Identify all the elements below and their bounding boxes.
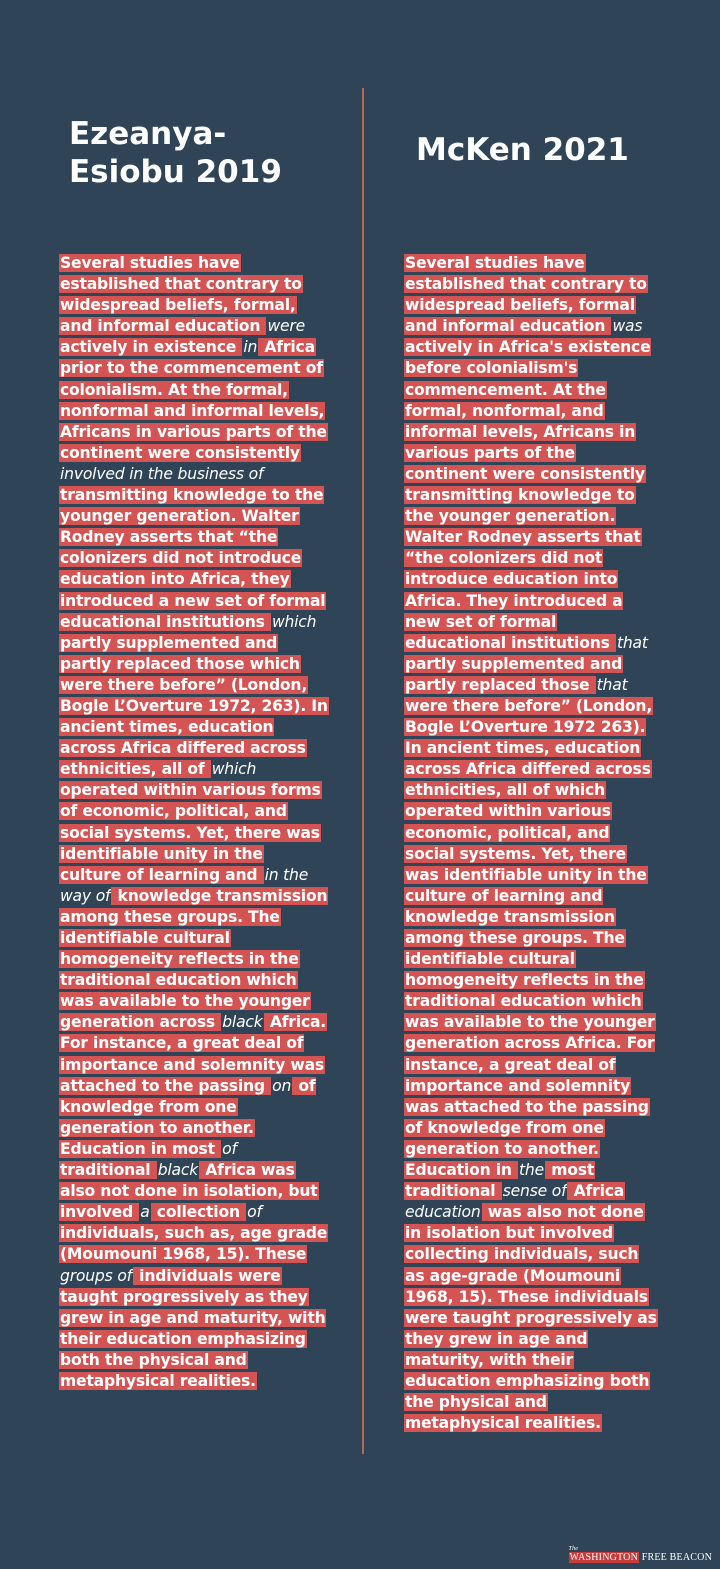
text-line bbox=[59, 506, 342, 527]
highlighted-text: knowledge from one bbox=[60, 1097, 237, 1116]
text-line bbox=[404, 949, 666, 970]
highlighted-text: ancient times, education bbox=[60, 718, 274, 737]
text-line bbox=[404, 1308, 666, 1329]
highlighted-text: generation to another. bbox=[60, 1118, 254, 1137]
highlighted-text: before colonialism's bbox=[405, 359, 578, 378]
text-line bbox=[59, 569, 342, 590]
highlighted-text: Bogle L’Overture 1972 263). bbox=[405, 718, 646, 737]
highlighted-text: younger generation. Walter bbox=[60, 507, 299, 526]
highlighted-text: “the colonizers did not bbox=[405, 549, 603, 568]
highlighted-text: metaphysical realities. bbox=[405, 1414, 601, 1433]
highlighted-text: across Africa differed across bbox=[60, 739, 306, 758]
text-line bbox=[59, 527, 342, 548]
right-column-title: McKen 2021 bbox=[416, 132, 629, 168]
text-line bbox=[404, 1118, 666, 1139]
highlighted-text: were taught progressively as bbox=[405, 1308, 657, 1327]
text-line bbox=[404, 380, 666, 401]
highlighted-text: culture of learning and bbox=[60, 865, 263, 884]
inserted-word: of bbox=[222, 1139, 237, 1158]
highlighted-text: partly replaced those which bbox=[60, 654, 300, 673]
highlighted-text: Education in most bbox=[60, 1139, 221, 1158]
text-line bbox=[404, 654, 666, 675]
highlighted-text: partly supplemented and bbox=[60, 633, 278, 652]
highlighted-text: actively in Africa's existence bbox=[405, 338, 651, 357]
text-line bbox=[59, 780, 342, 801]
highlighted-text: attached to the passing bbox=[60, 1076, 271, 1095]
text-line bbox=[404, 928, 666, 949]
text-line bbox=[59, 991, 342, 1012]
text-line bbox=[59, 1160, 342, 1181]
highlighted-text: operated within various forms bbox=[60, 781, 321, 800]
highlighted-text: in isolation but involved bbox=[405, 1224, 613, 1243]
text-line bbox=[59, 295, 342, 316]
text-line bbox=[404, 780, 666, 801]
text-line bbox=[59, 1266, 342, 1287]
text-line bbox=[59, 654, 342, 675]
highlighted-text: introduced a new set of formal bbox=[60, 591, 326, 610]
highlighted-text: colonizers did not introduce bbox=[60, 549, 302, 568]
text-line bbox=[404, 696, 666, 717]
highlighted-text: operated within various bbox=[405, 802, 611, 821]
highlighted-text: among these groups. The bbox=[60, 907, 280, 926]
highlighted-text: ethnicities, all of bbox=[60, 760, 210, 779]
text-line bbox=[404, 274, 666, 295]
highlighted-text: were there before” (London, bbox=[60, 675, 308, 694]
text-line bbox=[404, 506, 666, 527]
text-line bbox=[404, 1033, 666, 1054]
highlighted-text: Several studies have bbox=[60, 254, 240, 272]
text-line bbox=[404, 1329, 666, 1350]
highlighted-text: identifiable unity in the bbox=[60, 844, 263, 863]
text-line bbox=[59, 907, 342, 928]
highlighted-text: also not done in isolation, but bbox=[60, 1182, 318, 1201]
highlighted-text: was available to the younger bbox=[60, 992, 310, 1011]
text-line bbox=[59, 1223, 342, 1244]
highlighted-text: the younger generation. bbox=[405, 507, 616, 526]
highlighted-text: knowledge transmission bbox=[405, 907, 615, 926]
text-line bbox=[59, 949, 342, 970]
highlighted-text: educational institutions bbox=[405, 633, 615, 652]
inserted-word: sense of bbox=[502, 1182, 567, 1201]
inserted-word: in bbox=[243, 338, 258, 357]
left-column-text bbox=[59, 253, 342, 1392]
text-line bbox=[59, 865, 342, 886]
highlighted-text: the physical and bbox=[405, 1393, 547, 1412]
text-line bbox=[404, 1371, 666, 1392]
highlighted-text: across Africa differed across bbox=[405, 760, 651, 779]
highlighted-text: were there before” (London, bbox=[405, 696, 653, 715]
highlighted-text: established that contrary to bbox=[405, 275, 647, 294]
highlighted-text: colonialism. At the formal, bbox=[60, 380, 288, 399]
highlighted-text: of bbox=[293, 1076, 316, 1095]
text-line bbox=[59, 1076, 342, 1097]
highlighted-text: homogeneity reflects in the bbox=[60, 950, 299, 969]
highlighted-text: generation across bbox=[60, 1013, 221, 1032]
text-line bbox=[59, 823, 342, 844]
text-line bbox=[59, 1287, 342, 1308]
highlighted-text: their education emphasizing bbox=[60, 1329, 306, 1348]
text-line bbox=[404, 443, 666, 464]
highlighted-text: Education in bbox=[405, 1161, 518, 1180]
text-line bbox=[404, 633, 666, 654]
text-line bbox=[59, 1244, 342, 1265]
highlighted-text: Africa. They introduced a bbox=[405, 591, 623, 610]
inserted-word: that bbox=[616, 633, 648, 652]
highlighted-text: established that contrary to bbox=[60, 275, 302, 294]
highlighted-text: maturity, with their bbox=[405, 1350, 574, 1369]
highlighted-text: individuals, such as, age grade bbox=[60, 1224, 328, 1243]
text-line bbox=[404, 675, 666, 696]
text-line bbox=[404, 485, 666, 506]
highlighted-text: was available to the younger bbox=[405, 1013, 655, 1032]
highlighted-text: most bbox=[546, 1161, 595, 1180]
highlighted-text: Africa was bbox=[200, 1161, 295, 1180]
text-line bbox=[59, 844, 342, 865]
inserted-word: groups of bbox=[60, 1266, 132, 1285]
highlighted-text: collection bbox=[151, 1203, 246, 1222]
text-line bbox=[59, 675, 342, 696]
highlighted-text: involved bbox=[60, 1203, 139, 1222]
highlighted-text: economic, political, and bbox=[405, 823, 610, 842]
text-line bbox=[59, 1097, 342, 1118]
highlighted-text: education emphasizing both bbox=[405, 1371, 650, 1390]
text-line bbox=[59, 886, 342, 907]
highlighted-text: nonformal and informal levels, bbox=[60, 401, 325, 420]
text-line bbox=[404, 464, 666, 485]
highlighted-text: individuals were bbox=[133, 1266, 281, 1285]
highlighted-text: Africans in various parts of the bbox=[60, 422, 327, 441]
highlighted-text: was attached to the passing bbox=[405, 1097, 649, 1116]
text-line bbox=[59, 738, 342, 759]
highlighted-text: importance and solemnity was bbox=[60, 1055, 324, 1074]
text-line bbox=[404, 1012, 666, 1033]
text-line bbox=[59, 253, 342, 274]
highlighted-text: (Moumouni 1968, 15). These bbox=[60, 1245, 307, 1264]
text-line bbox=[59, 970, 342, 991]
text-line bbox=[404, 295, 666, 316]
text-line bbox=[59, 759, 342, 780]
highlighted-text: commencement. At the bbox=[405, 380, 606, 399]
text-line bbox=[59, 548, 342, 569]
inserted-word: that bbox=[596, 675, 628, 694]
highlighted-text: traditional education which bbox=[405, 992, 642, 1011]
highlighted-text: was identifiable unity in the bbox=[405, 865, 647, 884]
inserted-word: on bbox=[272, 1076, 292, 1095]
inserted-word: way of bbox=[60, 886, 111, 905]
highlighted-text: continent were consistently bbox=[60, 443, 300, 462]
text-line bbox=[404, 823, 666, 844]
inserted-word: involved in the business of bbox=[60, 464, 264, 483]
text-line bbox=[404, 1350, 666, 1371]
text-line bbox=[59, 591, 342, 612]
text-line bbox=[59, 1308, 342, 1329]
text-line bbox=[404, 401, 666, 422]
text-line bbox=[404, 1181, 666, 1202]
highlighted-text: culture of learning and bbox=[405, 886, 603, 905]
inserted-word: a bbox=[140, 1203, 150, 1222]
text-line bbox=[59, 1202, 342, 1223]
highlighted-text: traditional bbox=[60, 1161, 156, 1180]
text-line bbox=[404, 1202, 666, 1223]
highlighted-text: education into Africa, they bbox=[60, 570, 290, 589]
inserted-word: was bbox=[612, 317, 643, 336]
text-line bbox=[404, 253, 666, 274]
highlighted-text: informal levels, Africans in bbox=[405, 422, 636, 441]
highlighted-text: homogeneity reflects in the bbox=[405, 971, 644, 990]
highlighted-text: they grew in age and bbox=[405, 1329, 588, 1348]
text-line bbox=[404, 759, 666, 780]
text-line bbox=[404, 1244, 666, 1265]
text-line bbox=[59, 717, 342, 738]
highlighted-text: Walter Rodney asserts that bbox=[405, 528, 641, 547]
text-line bbox=[59, 443, 342, 464]
text-line bbox=[59, 485, 342, 506]
text-line bbox=[404, 865, 666, 886]
inserted-word: of bbox=[247, 1203, 262, 1222]
inserted-word: in the bbox=[264, 865, 309, 884]
highlighted-text: For instance, a great deal of bbox=[60, 1034, 304, 1053]
text-line bbox=[404, 801, 666, 822]
highlighted-text: collecting individuals, such bbox=[405, 1245, 639, 1264]
inserted-word: education bbox=[405, 1203, 481, 1222]
text-line bbox=[404, 527, 666, 548]
text-line bbox=[59, 1033, 342, 1054]
text-line bbox=[404, 1287, 666, 1308]
highlighted-text: new set of formal bbox=[405, 612, 557, 631]
text-line bbox=[59, 401, 342, 422]
text-line bbox=[404, 612, 666, 633]
highlighted-text: Africa. bbox=[264, 1013, 327, 1032]
text-line bbox=[59, 801, 342, 822]
highlighted-text: knowledge transmission bbox=[112, 886, 328, 905]
highlighted-text: prior to the commencement of bbox=[60, 359, 323, 378]
text-line bbox=[59, 1055, 342, 1076]
text-line bbox=[59, 1139, 342, 1160]
text-line bbox=[59, 274, 342, 295]
highlighted-text: transmitting knowledge to bbox=[405, 486, 635, 505]
highlighted-text: ethnicities, all of which bbox=[405, 781, 605, 800]
text-line bbox=[404, 1223, 666, 1244]
highlighted-text: In ancient times, education bbox=[405, 739, 641, 758]
highlighted-text: transmitting knowledge to the bbox=[60, 486, 324, 505]
highlighted-text: partly replaced those bbox=[405, 675, 595, 694]
text-line bbox=[404, 1160, 666, 1181]
text-line bbox=[59, 1012, 342, 1033]
text-line bbox=[59, 464, 342, 485]
text-line bbox=[404, 991, 666, 1012]
text-line bbox=[59, 696, 342, 717]
text-line bbox=[404, 1266, 666, 1287]
highlighted-text: both the physical and bbox=[60, 1350, 247, 1369]
highlighted-text: partly supplemented and bbox=[405, 654, 623, 673]
text-line bbox=[404, 1413, 666, 1434]
text-line bbox=[404, 316, 666, 337]
highlighted-text: social systems. Yet, there bbox=[405, 844, 626, 863]
highlighted-text: continent were consistently bbox=[405, 464, 645, 483]
highlighted-text: identifiable cultural bbox=[60, 929, 230, 947]
highlighted-text: and informal education bbox=[60, 317, 266, 336]
highlighted-text: widespread beliefs, formal, bbox=[60, 296, 296, 315]
text-line bbox=[59, 1329, 342, 1350]
text-line bbox=[404, 1097, 666, 1118]
text-line bbox=[59, 928, 342, 949]
text-line bbox=[404, 548, 666, 569]
text-line bbox=[59, 316, 342, 337]
text-line bbox=[404, 1055, 666, 1076]
highlighted-text: Africa bbox=[259, 338, 315, 357]
highlighted-text: Bogle L’Overture 1972, 263). In bbox=[60, 696, 328, 715]
text-line bbox=[404, 738, 666, 759]
highlighted-text: 1968, 15). These individuals bbox=[405, 1287, 648, 1306]
highlighted-text: traditional bbox=[405, 1182, 501, 1201]
highlighted-text: grew in age and maturity, with bbox=[60, 1308, 326, 1327]
text-line bbox=[59, 380, 342, 401]
highlighted-text: identifiable cultural bbox=[405, 950, 575, 969]
washington-free-beacon-logo: The WASHINGTON FREE BEACON bbox=[568, 1546, 712, 1563]
highlighted-text: and informal education bbox=[405, 317, 611, 336]
text-line bbox=[404, 591, 666, 612]
text-line bbox=[404, 1076, 666, 1097]
text-line bbox=[59, 633, 342, 654]
highlighted-text: generation across Africa. For bbox=[405, 1034, 655, 1053]
text-line bbox=[59, 1350, 342, 1371]
text-line bbox=[404, 1392, 666, 1413]
highlighted-text: introduce education into bbox=[405, 570, 618, 589]
inserted-word: were bbox=[267, 317, 306, 336]
highlighted-text: was also not done bbox=[482, 1203, 644, 1222]
text-line bbox=[59, 612, 342, 633]
text-line bbox=[404, 358, 666, 379]
inserted-word: the bbox=[519, 1161, 545, 1180]
inserted-word: black bbox=[157, 1161, 199, 1180]
text-line bbox=[59, 1181, 342, 1202]
text-line bbox=[404, 907, 666, 928]
text-line bbox=[59, 337, 342, 358]
text-line bbox=[59, 358, 342, 379]
highlighted-text: taught progressively as they bbox=[60, 1287, 308, 1306]
highlighted-text: traditional education which bbox=[60, 971, 297, 990]
highlighted-text: Several studies have bbox=[405, 254, 585, 272]
inserted-word: which bbox=[211, 760, 257, 779]
text-line bbox=[59, 1118, 342, 1139]
highlighted-text: instance, a great deal of bbox=[405, 1055, 616, 1074]
text-line bbox=[404, 337, 666, 358]
right-column-text bbox=[404, 253, 666, 1434]
text-line bbox=[404, 1139, 666, 1160]
highlighted-text: various parts of the bbox=[405, 443, 575, 462]
highlighted-text: actively in existence bbox=[60, 338, 242, 357]
highlighted-text: of economic, political, and bbox=[60, 802, 287, 821]
highlighted-text: formal, nonformal, and bbox=[405, 401, 604, 420]
highlighted-text: Rodney asserts that “the bbox=[60, 528, 278, 547]
text-line bbox=[59, 422, 342, 443]
highlighted-text: Africa bbox=[568, 1182, 625, 1201]
inserted-word: black bbox=[222, 1013, 263, 1032]
inserted-word: which bbox=[271, 612, 317, 631]
highlighted-text: of knowledge from one bbox=[405, 1118, 604, 1137]
highlighted-text: educational institutions bbox=[60, 612, 270, 631]
text-line bbox=[404, 844, 666, 865]
text-line bbox=[404, 886, 666, 907]
highlighted-text: generation to another. bbox=[405, 1139, 599, 1158]
text-line bbox=[404, 970, 666, 991]
text-line bbox=[59, 1371, 342, 1392]
highlighted-text: metaphysical realities. bbox=[60, 1371, 256, 1390]
text-line bbox=[404, 717, 666, 738]
highlighted-text: among these groups. The bbox=[405, 929, 625, 947]
text-line bbox=[404, 569, 666, 590]
text-line bbox=[404, 422, 666, 443]
column-divider bbox=[362, 88, 364, 1454]
highlighted-text: social systems. Yet, there was bbox=[60, 823, 320, 842]
highlighted-text: importance and solemnity bbox=[405, 1076, 631, 1095]
highlighted-text: widespread beliefs, formal bbox=[405, 296, 635, 315]
highlighted-text: as age-grade (Moumouni bbox=[405, 1266, 621, 1285]
left-column-title: Ezeanya-Esiobu 2019 bbox=[69, 116, 282, 190]
